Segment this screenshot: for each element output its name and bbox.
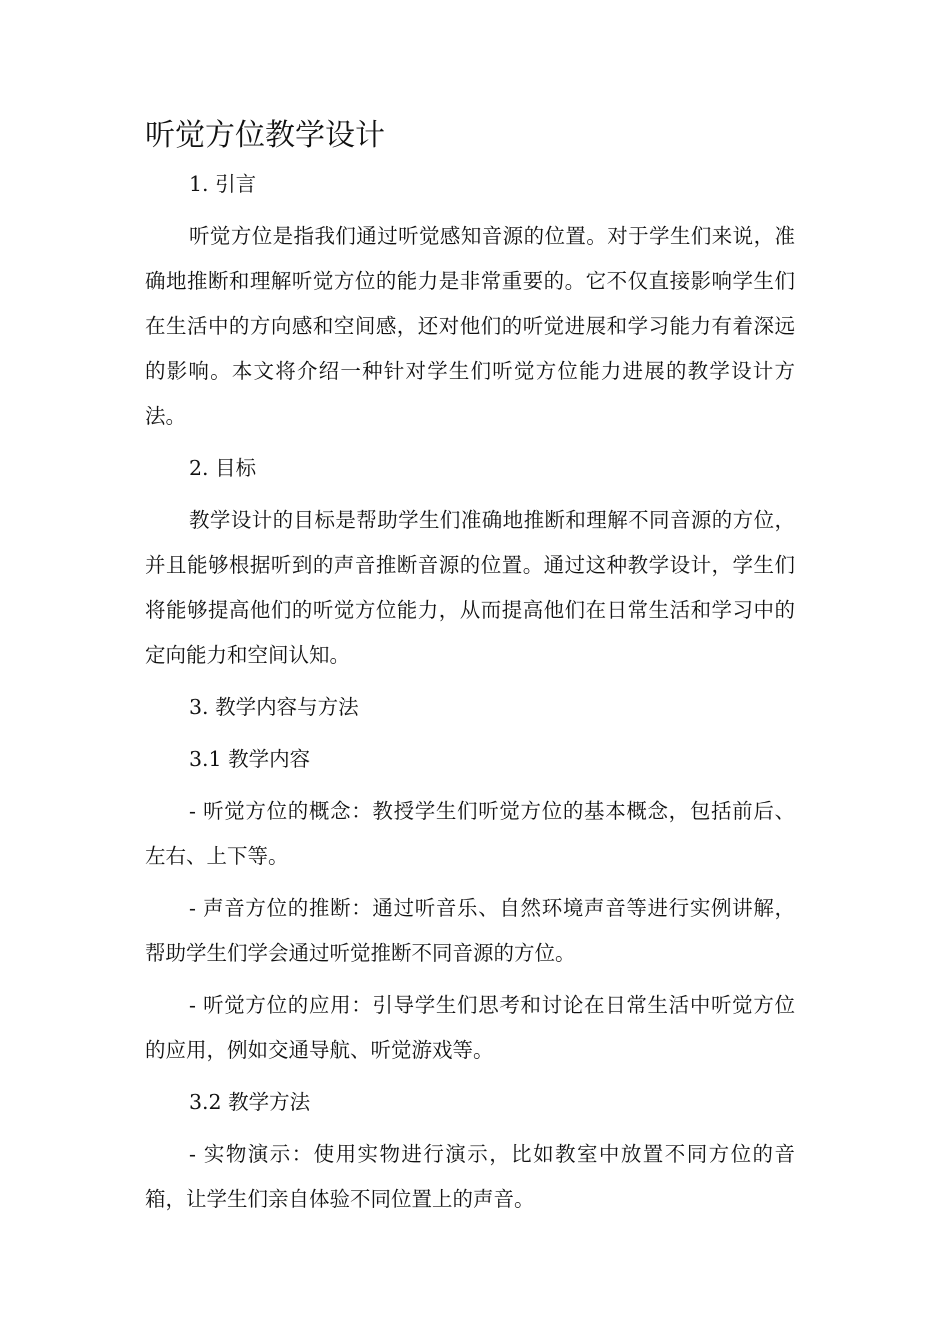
list-item-inference: - 声音方位的推断：通过听音乐、自然环境声音等进行实例讲解，帮助学生们学会通过听觉推断不同音源的方位。 (145, 896, 795, 965)
document-body (145, 162, 795, 1229)
document-title: 听觉方位教学设计 (145, 118, 385, 153)
subsection-heading-content: 3.1 教学内容 (189, 747, 311, 771)
section-heading-content-method: 3. 教学内容与方法 (189, 695, 359, 719)
list-item-demonstration: - 实物演示：使用实物进行演示，比如教室中放置不同方位的音箱，让学生们亲自体验不同位置上的声音。 (145, 1142, 795, 1211)
paragraph-intro: 听觉方位是指我们通过听觉感知音源的位置。对于学生们来说，准确地推断和理解听觉方位的能力是非常重要的。它不仅直接影响学生们在生活中的方向感和空间感，还对他们的听觉进展和学习能力有着深远的影响。本文将介绍一种针对学生们听觉方位能力进展的教学设计方法。 (145, 224, 795, 428)
list-item-application: - 听觉方位的应用：引导学生们思考和讨论在日常生活中听觉方位的应用，例如交通导航、听觉游戏等。 (145, 993, 795, 1062)
subsection-heading-method: 3.2 教学方法 (189, 1090, 311, 1114)
section-heading-intro: 1. 引言 (189, 172, 257, 196)
paragraph-goal: 教学设计的目标是帮助学生们准确地推断和理解不同音源的方位，并且能够根据听到的声音推断音源的位置。通过这种教学设计，学生们将能够提高他们的听觉方位能力，从而提高他们在日常生活和学习中的定向能力和空间认知。 (145, 508, 795, 667)
section-heading-goal: 2. 目标 (189, 456, 257, 480)
list-item-concept: - 听觉方位的概念：教授学生们听觉方位的基本概念，包括前后、左右、上下等。 (145, 799, 795, 868)
